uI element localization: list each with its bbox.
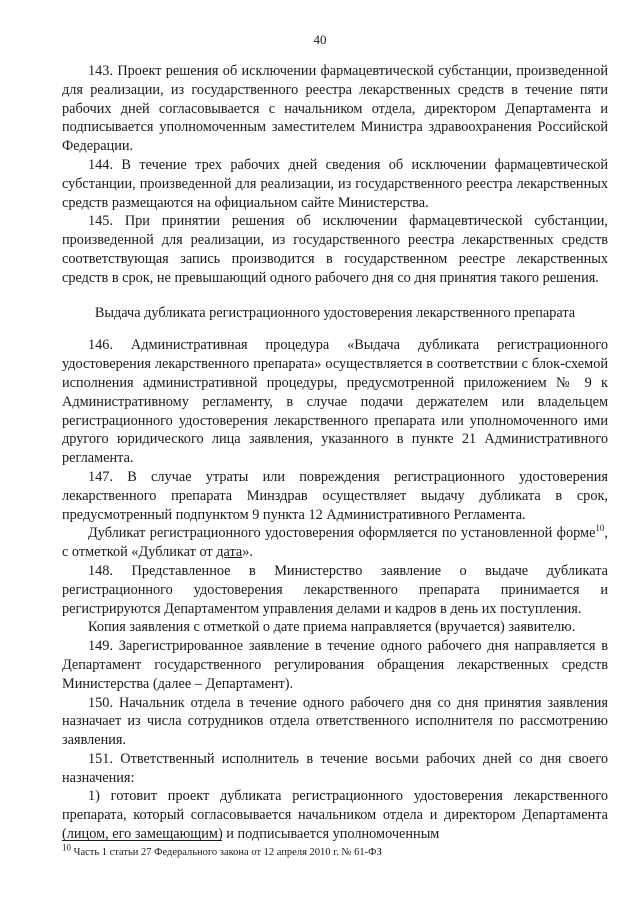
- paragraph-copy: Копия заявления с отметкой о дате приема направляется (вручается) заявителю.: [88, 619, 576, 636]
- document-body: [62, 62, 608, 844]
- paragraph-143: 143. Проект решения об исключении фармацевтической субстанции, произведенной для реализации, из государственного реестра лекарственных средств в течение пяти рабочих дней согласовывается с начальником отдела, директором Департамента и подписывается уполномоченным заместителем Министра здравоохранения Российской Федерации.: [62, 63, 608, 155]
- paragraph-147: 147. В случае утраты или повреждения регистрационного удостоверения лекарственного препарата Минздрав осуществляет выдачу дубликата в срок, предусмотренный подпунктом 9 пункта 12 Административного Регламента.: [62, 468, 608, 523]
- page-number: 40: [313, 32, 327, 47]
- paragraph-duplicate-form: [62, 524, 608, 562]
- paragraph-145: 145. При принятии решения об исключении фармацевтической субстанции, произведенной для реализации, из государственного реестра лекарственных средств соответствующая запись производится в государственном реестре лекарственных средств в срок, не превышающий одного рабочего дня со дня принятия такого решения.: [62, 213, 608, 286]
- footnote-text: Часть 1 статьи 27 Федерального закона от 12 апреля 2010 г. № 61-ФЗ: [71, 847, 382, 858]
- footnote-ref: 10: [595, 523, 605, 534]
- paragraph-150: 150. Начальник отдела в течение одного рабочего дня со дня принятия заявления назначает из числа сотрудников отдела ответственного исполнителя по рассмотрению заявления.: [62, 694, 608, 749]
- paragraph-148: 148. Представленное в Министерство заявление о выдаче дубликата регистрационного удостоверения лекарственного препарата принимается и регистрируются Департаментом управления делами и кадров в день их поступления.: [62, 562, 608, 617]
- paragraph-149: 149. Зарегистрированное заявление в течение одного рабочего дня направляется в Департамент государственного регулирования обращения лекарственных средств Министерства (далее – Департамент).: [62, 638, 608, 692]
- duplicate-text-after: ».: [242, 544, 254, 561]
- footnote-divider: [62, 840, 222, 841]
- footnote: [62, 842, 608, 859]
- paragraph-144: 144. В течение трех рабочих дней сведения об исключении фармацевтической субстанции, произведенной для реализации, из государственного реестра лекарственных средств размещаются на официальном сайте Министерства.: [62, 156, 608, 211]
- paragraph-151: 151. Ответственный исполнитель в течение восьми рабочих дней со дня своего назначения:: [62, 750, 608, 786]
- duplicate-date-underlined: дата: [216, 544, 243, 561]
- paragraph-146: 146. Административная процедура «Выдача дубликата регистрационного удостоверения лекарственного препарата» осуществляется в соответствии с блок-схемой исполнения административной процедуры, предусмотренной приложением № 9 к Административному регламенту, в случае подачи держателем или владельцем регистрационного удостоверения лекарственного препарата или уполномоченного ими другого юридического лица заявления, указанного в пункте 21 Административного регламента.: [62, 337, 608, 467]
- section-heading: Выдача дубликата регистрационного удостоверения лекарственного препарата: [94, 304, 576, 321]
- duplicate-text-before: Дубликат регистрационного удостоверения оформляется по установленной форме: [88, 525, 596, 542]
- paragraph-151-item-1: 1) готовит проект дубликата регистрационного удостоверения лекарственного препарата, который согласовывается начальником отдела и директором Департамента (лицом, его замещающим) и подписывается уполномоченным: [62, 788, 608, 843]
- footnote-mark: 10: [62, 842, 71, 853]
- duplicate-text-middle: , с отметкой «Дубликат от: [62, 525, 608, 561]
